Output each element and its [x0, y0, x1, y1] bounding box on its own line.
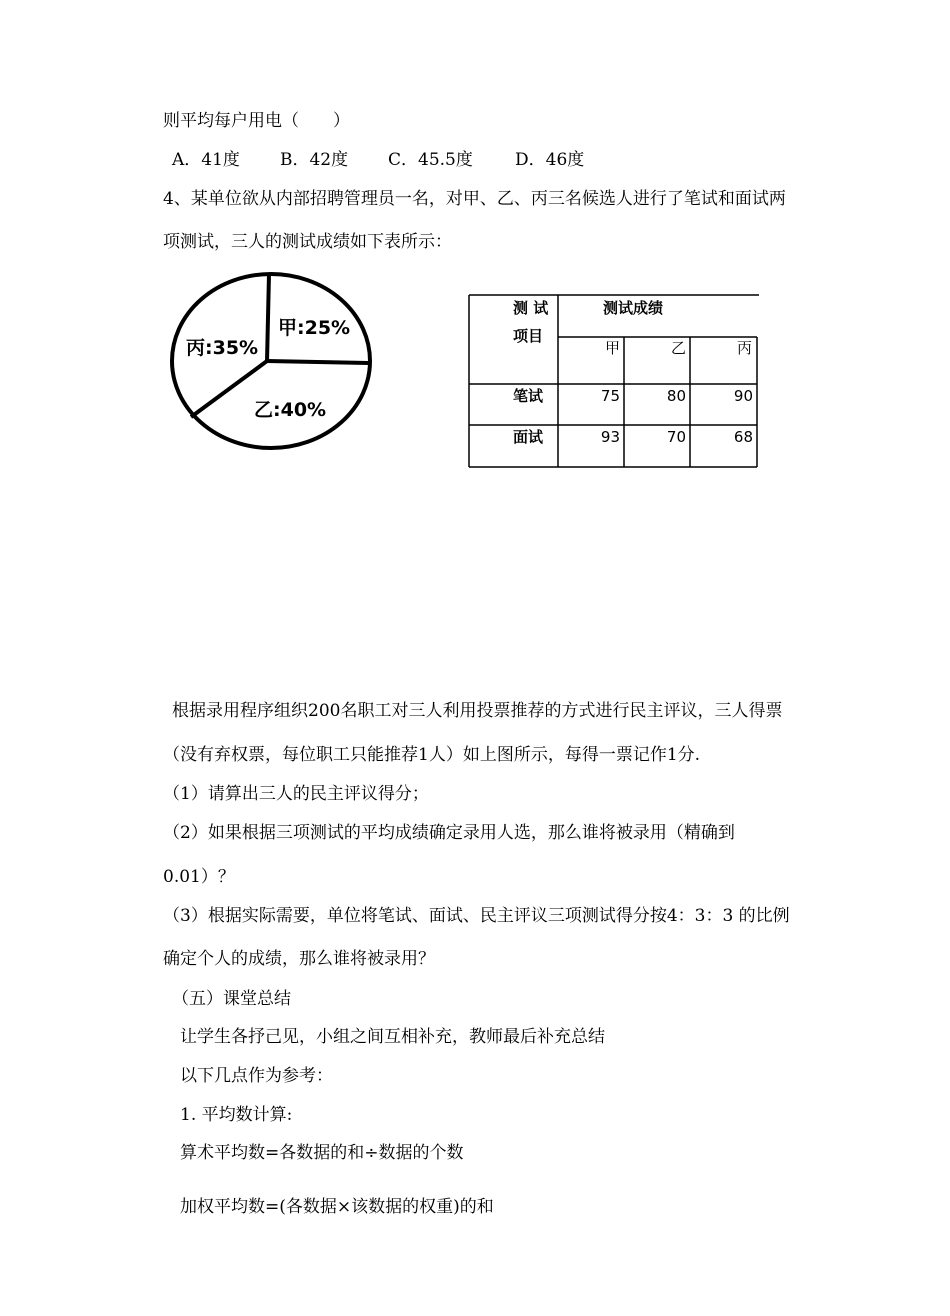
pie-divider-top	[267, 274, 269, 361]
option-d: D．46度	[515, 150, 585, 170]
vote-pie-chart	[168, 270, 378, 454]
table-row-label-written: 笔试	[513, 387, 544, 405]
sub-question-2-line-1: （2）如果根据三项测试的平均成绩确定录用人选，那么谁将被录用（精确到	[163, 823, 735, 843]
summary-line-2: 以下几点作为参考：	[180, 1066, 333, 1086]
question-4-paragraph-line-1: 根据录用程序组织200名职工对三人利用投票推荐的方式进行民主评议，三人得票	[172, 701, 783, 721]
option-a: A．41度	[172, 150, 240, 170]
table-col-header-bing: 丙	[737, 339, 753, 357]
pie-divider-right	[267, 361, 368, 363]
sub-question-3-line-2: 确定个人的成绩，那么谁将被录用？	[163, 949, 435, 969]
table-cell-interview-yi: 70	[666, 428, 686, 446]
score-table	[467, 293, 759, 469]
sub-question-2-line-2: 0.01）？	[163, 867, 235, 887]
table-row-label-interview: 面试	[513, 428, 544, 446]
pie-label-bing: 丙:35%	[186, 337, 259, 359]
table-corner-top: 测 试	[513, 299, 549, 317]
table-cell-written-bing: 90	[733, 387, 753, 405]
table-group-header: 测试成绩	[603, 299, 664, 317]
question-4-intro-line-1: 4、某单位欲从内部招聘管理员一名，对甲、乙、丙三名候选人进行了笔试和面试两	[163, 189, 786, 209]
pie-label-jia: 甲:25%	[278, 317, 351, 339]
table-corner-bottom: 项目	[513, 327, 544, 345]
question-4-paragraph-line-2: （没有弃权票，每位职工只能推荐1人）如上图所示，每得一票记作1分.	[163, 745, 701, 765]
summary-item-1: 1. 平均数计算:	[180, 1105, 293, 1125]
table-col-header-jia: 甲	[605, 339, 621, 357]
table-cell-written-yi: 80	[666, 387, 686, 405]
option-b: B．42度	[280, 150, 349, 170]
table-cell-written-jia: 75	[600, 387, 620, 405]
pie-label-yi: 乙:40%	[254, 399, 327, 421]
sub-question-3-line-1: （3）根据实际需要，单位将笔试、面试、民主评议三项测试得分按4：3：3 的比例	[163, 906, 790, 926]
option-c: C．45.5度	[388, 150, 473, 170]
question-4-intro-line-2: 项测试，三人的测试成绩如下表所示：	[163, 232, 452, 252]
table-col-header-yi: 乙	[671, 339, 687, 357]
table-cell-interview-bing: 68	[733, 428, 753, 446]
summary-heading: （五）课堂总结	[172, 989, 291, 1009]
question-3-tail: 则平均每户用电（ ）	[163, 111, 350, 131]
summary-formula-arithmetic-mean: 算术平均数=各数据的和÷数据的个数	[180, 1143, 464, 1163]
sub-question-1: （1）请算出三人的民主评议得分；	[163, 784, 429, 804]
table-cell-interview-jia: 93	[600, 428, 620, 446]
summary-formula-weighted-mean: 加权平均数=(各数据×该数据的权重)的和	[180, 1197, 494, 1217]
summary-line-1: 让学生各抒己见，小组之间互相补充，教师最后补充总结	[180, 1027, 605, 1047]
